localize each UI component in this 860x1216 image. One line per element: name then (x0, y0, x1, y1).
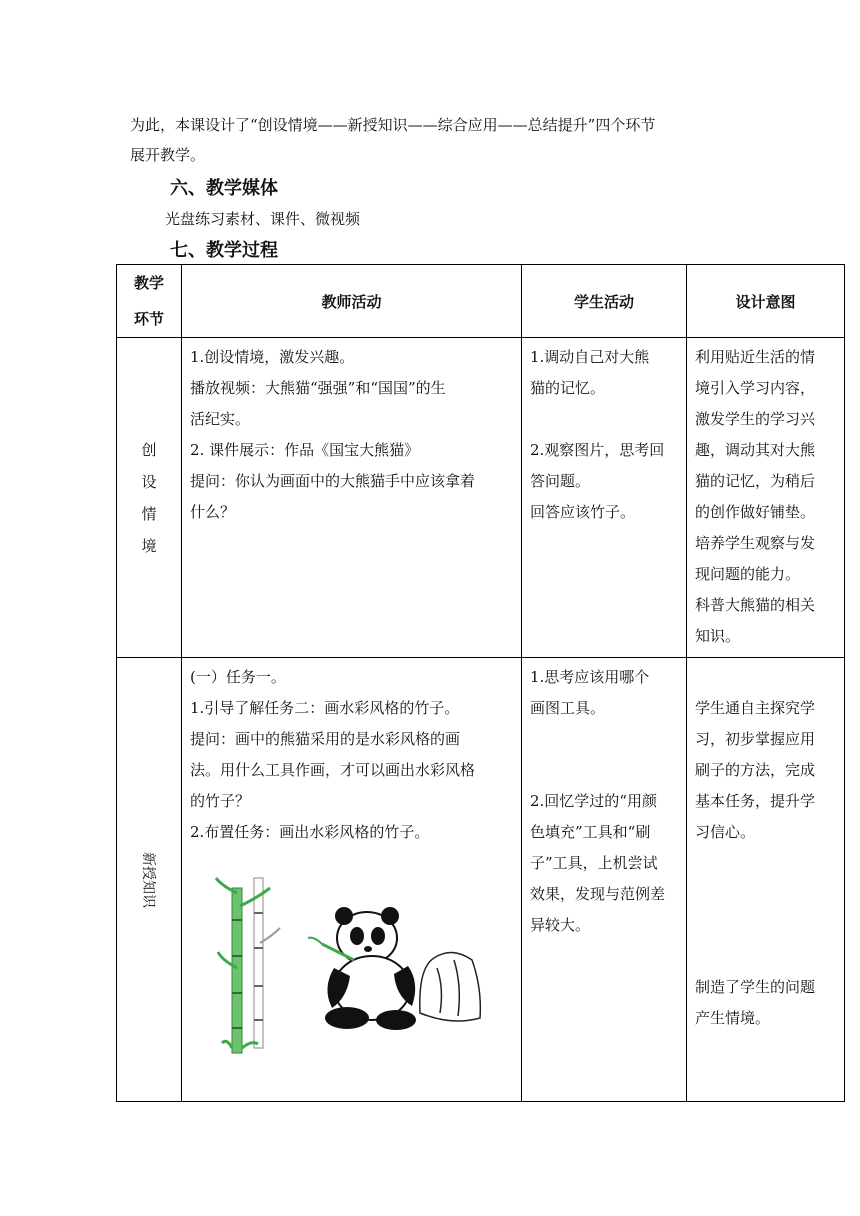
stage-char: 设 (141, 472, 157, 491)
teacher-activity-2 (182, 658, 522, 1102)
student-line: 猫的记忆。 (530, 379, 606, 397)
teacher-line: 什么？ (190, 503, 236, 521)
intent-line: 激发学生的学习兴 (695, 410, 816, 428)
teacher-line: 2. 课件展示：作品《国宝大熊猫》 (190, 441, 420, 459)
intent-line: 产生情境。 (695, 1009, 771, 1027)
student-line: 异较大。 (530, 916, 591, 934)
design-intent-1 (687, 338, 845, 658)
teacher-line: 活纪实。 (190, 410, 251, 428)
header-student: 学生活动 (522, 265, 687, 338)
teacher-line: 提问：你认为画面中的大熊猫手中应该拿着 (190, 472, 476, 490)
student-line: 1.思考应该用哪个 (530, 668, 650, 686)
example-artwork (182, 848, 521, 1078)
teacher-line: (一）任务一。 (190, 668, 286, 686)
table-row (117, 658, 845, 1102)
bamboo-panda-illustration (182, 848, 512, 1068)
header-stage-line-1: 教学 (133, 274, 164, 292)
student-activity-1 (522, 338, 687, 658)
teacher-line: 2.布置任务：画出水彩风格的竹子。 (190, 823, 430, 841)
student-line: 回答应该竹子。 (530, 503, 636, 521)
student-line: 效果，发现与范例差 (530, 885, 666, 903)
student-line: 答问题。 (530, 472, 591, 490)
stage-new-knowledge (117, 658, 182, 1102)
teaching-process-table (116, 264, 845, 1102)
intent-line: 利用贴近生活的情 (695, 348, 816, 366)
student-line: 画图工具。 (530, 699, 606, 717)
rock-icon (420, 952, 481, 1021)
stage-char: 境 (141, 536, 157, 555)
teacher-line: 提问：画中的熊猫采用的是水彩风格的画 (190, 730, 461, 748)
student-line: 1.调动自己对大熊 (530, 348, 650, 366)
intent-line: 的创作做好铺垫。 (695, 503, 816, 521)
header-intent: 设计意图 (687, 265, 845, 338)
intent-line: 知识。 (695, 627, 741, 645)
intro-line-1: 为此，本课设计了“创设情境——新授知识——综合应用——总结提升”四个环节 (130, 116, 656, 134)
bamboo-icon (216, 878, 280, 1053)
stage-char: 情 (141, 504, 157, 523)
intent-line: 猫的记忆，为稍后 (695, 472, 816, 490)
table-header-row (117, 265, 845, 338)
student-activity-2 (522, 658, 687, 1102)
intent-line: 趣，调动其对大熊 (695, 441, 816, 459)
teacher-line: 播放视频：大熊猫“强强”和“国国”的生 (190, 379, 446, 397)
panda-icon (308, 907, 416, 1030)
intent-line: 学生通自主探究学 (695, 699, 816, 717)
section-6-heading: 六、教学媒体 (170, 178, 278, 199)
intro-paragraph (130, 110, 770, 170)
intent-line: 习，初步掌握应用 (695, 730, 816, 748)
teacher-line: 法。用什么工具作画，才可以画出水彩风格 (190, 761, 476, 779)
header-teacher: 教师活动 (182, 265, 522, 338)
intent-line: 境引入学习内容， (695, 379, 816, 397)
teacher-line: 的竹子？ (190, 792, 251, 810)
intent-line: 制造了学生的问题 (695, 978, 816, 996)
stage-char: 创 (141, 440, 157, 459)
teacher-line: 1.创设情境，激发兴趣。 (190, 348, 355, 366)
intent-line: 习信心。 (695, 823, 756, 841)
intro-line-2: 展开教学。 (130, 146, 206, 164)
student-line: 子”工具，上机尝试 (530, 854, 658, 872)
intent-line: 现问题的能力。 (695, 565, 801, 583)
teacher-activity-1 (182, 338, 522, 658)
intent-line: 科普大熊猫的相关 (695, 596, 816, 614)
student-line: 色填充”工具和“刷 (530, 823, 651, 841)
teacher-line: 1.引导了解任务二：画水彩风格的竹子。 (190, 699, 460, 717)
section-6-content: 光盘练习素材、课件、微视频 (165, 210, 361, 228)
student-line: 2.回忆学过的“用颜 (530, 792, 657, 810)
header-stage (117, 265, 182, 338)
intent-line: 培养学生观察与发 (695, 534, 816, 552)
header-stage-line-2: 环节 (133, 310, 164, 328)
stage-create-context (117, 338, 182, 658)
section-7-heading: 七、教学过程 (170, 240, 278, 261)
intent-line: 刷子的方法，完成 (695, 761, 816, 779)
student-line: 2.观察图片，思考回 (530, 441, 665, 459)
table-row (117, 338, 845, 658)
intent-line: 基本任务，提升学 (695, 792, 816, 810)
design-intent-2 (687, 658, 845, 1102)
stage-vertical-label: 新授知识 (140, 851, 156, 908)
